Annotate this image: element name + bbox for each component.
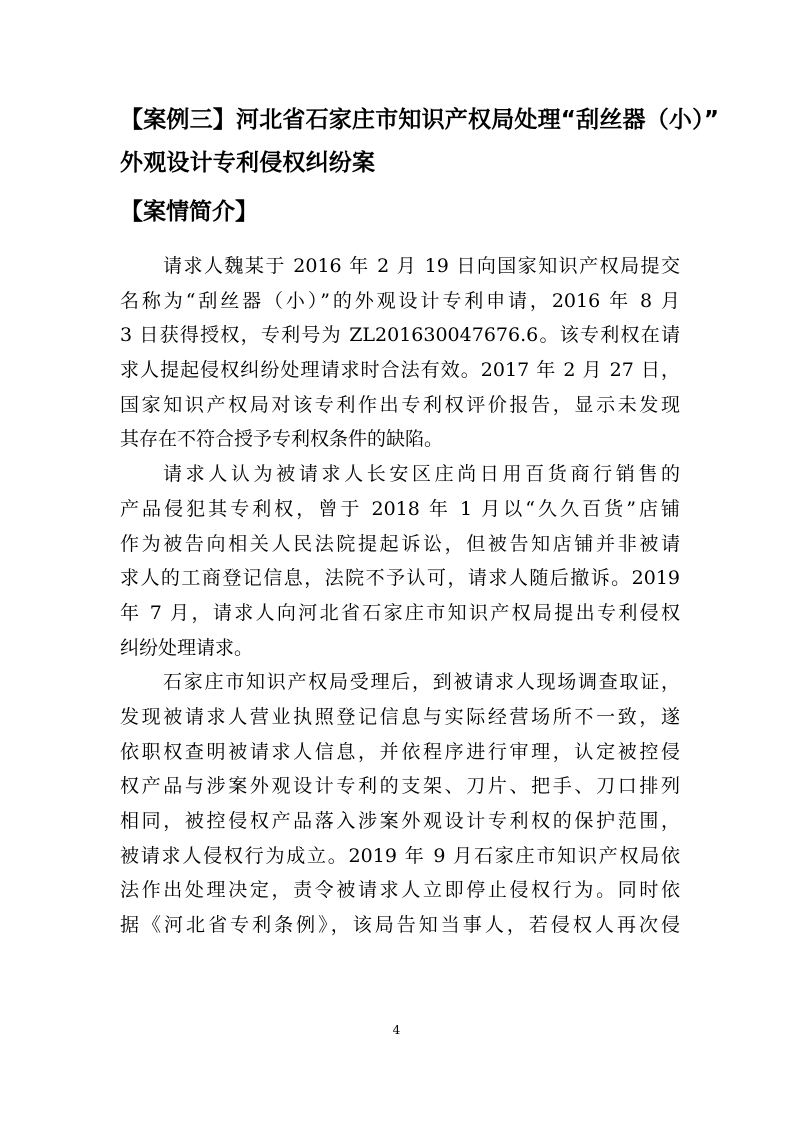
paragraph-line: 请求人魏某于 2016 年 2 月 19 日向国家知识产权局提交: [163, 255, 680, 277]
paragraph-line: 被请求人侵权行为成立。2019 年 9 月石家庄市知识产权局依: [120, 844, 680, 867]
page-number: 4: [392, 1023, 401, 1037]
paragraph: [120, 665, 680, 943]
paragraph-line: 年 7 月，请求人向河北省石家庄市知识产权局提出专利侵权: [120, 601, 680, 624]
paragraph: [120, 457, 680, 665]
paragraph-line: 依职权查明被请求人信息，并依程序进行审理，认定被控侵: [120, 740, 680, 763]
paragraph-line: 纠纷处理请求。: [120, 636, 254, 659]
paragraph-line: 其存在不符合授予专利权条件的缺陷。: [120, 428, 444, 451]
paragraph-line: 求人的工商登记信息，法院不予认可，请求人随后撤诉。2019: [120, 567, 680, 590]
paragraph-line: 请求人认为被请求人长安区庄尚日用百货商行销售的: [163, 463, 680, 486]
paragraph-line: 求人提起侵权纠纷处理请求时合法有效。2017 年 2 月 27 日，: [120, 359, 680, 382]
paragraph-line: 相同，被控侵权产品落入涉案外观设计专利权的保护范围，: [120, 810, 680, 832]
paragraph-line: 产品侵犯其专利权，曾于 2018 年 1 月以“久久百货”店铺: [120, 497, 680, 520]
section-heading: 【案情简介】: [120, 199, 258, 225]
paragraph-line: 作为被告向相关人民法院提起诉讼，但被告知店铺并非被请: [120, 532, 680, 555]
body-text: [120, 249, 680, 943]
paragraph-line: 国家知识产权局对该专利作出专利权评价报告，显示未发现: [120, 393, 680, 416]
paragraph-line: 石家庄市知识产权局受理后，到被请求人现场调查取证，: [163, 671, 680, 694]
paragraph: [120, 249, 680, 457]
title-line-1: 【案例三】河北省石家庄市知识产权局处理“刮丝器（小）”: [120, 107, 720, 133]
paragraph-line: 3 日获得授权，专利号为 ZL201630047676.6。该专利权在请: [120, 324, 680, 347]
paragraph-line: 权产品与涉案外观设计专利的支架、刀片、把手、刀口排列: [120, 775, 680, 798]
paragraph-line: 发现被请求人营业执照登记信息与实际经营场所不一致，遂: [120, 705, 680, 728]
paragraph-line: 据《河北省专利条例》，该局告知当事人，若侵权人再次侵: [120, 914, 680, 937]
paragraph-line: 法作出处理决定，责令被请求人立即停止侵权行为。同时依: [120, 879, 680, 902]
paragraph-line: 名称为“刮丝器（小）”的外观设计专利申请，2016 年 8 月: [120, 289, 680, 312]
title-line-2: 外观设计专利侵权纠纷案: [120, 150, 376, 176]
document-title: [120, 99, 720, 185]
